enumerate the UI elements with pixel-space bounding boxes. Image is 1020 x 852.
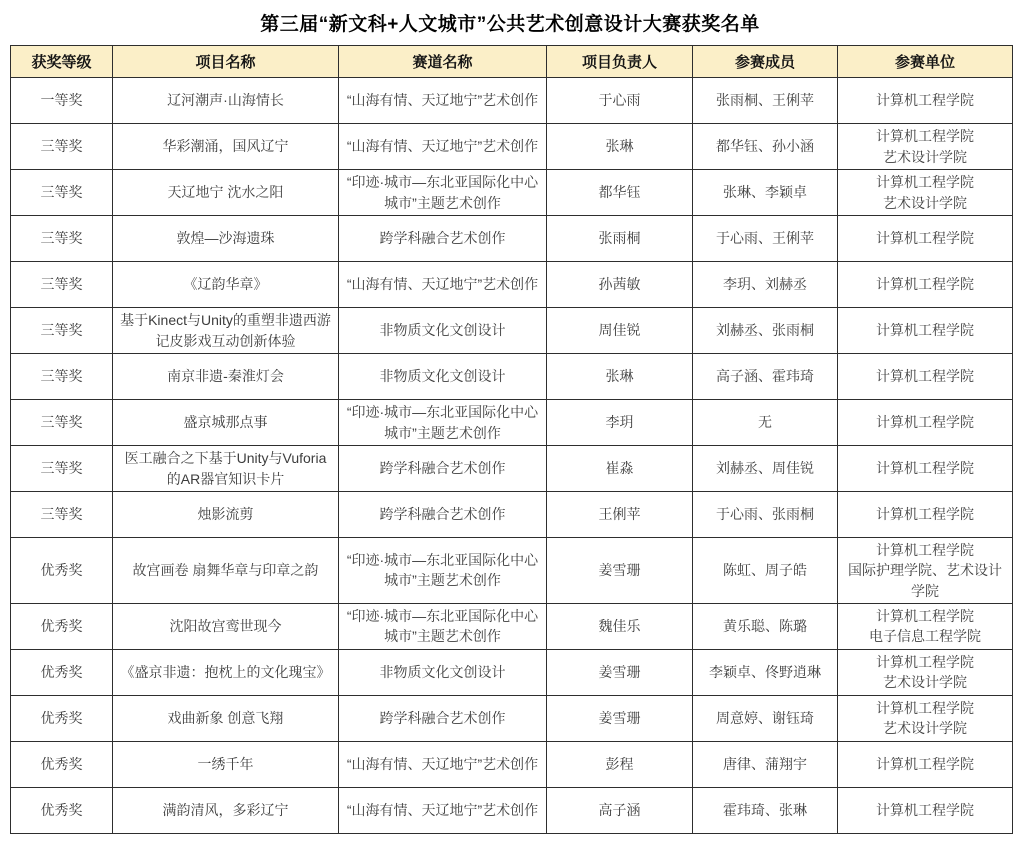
table-row xyxy=(11,78,1013,124)
cell-award: 三等奖 xyxy=(11,262,113,308)
column-header: 项目名称 xyxy=(113,46,339,78)
cell-unit: 计算机工程学院 xyxy=(838,216,1013,262)
cell-project: 基于Kinect与Unity的重塑非遗西游记皮影戏互动创新体验 xyxy=(113,308,339,354)
cell-members: 于心雨、张雨桐 xyxy=(693,492,838,538)
cell-leader: 孙茜敏 xyxy=(547,262,693,308)
cell-project: 满韵清风，多彩辽宁 xyxy=(113,787,339,833)
cell-track: 跨学科融合艺术创作 xyxy=(339,446,547,492)
cell-members: 高子涵、霍玮琦 xyxy=(693,354,838,400)
cell-award: 三等奖 xyxy=(11,354,113,400)
cell-unit: 计算机工程学院 xyxy=(838,787,1013,833)
cell-unit: 计算机工程学院 艺术设计学院 xyxy=(838,695,1013,741)
cell-leader: 都华钰 xyxy=(547,170,693,216)
table-row xyxy=(11,354,1013,400)
cell-track: 跨学科融合艺术创作 xyxy=(339,492,547,538)
cell-leader: 高子涵 xyxy=(547,787,693,833)
cell-unit: 计算机工程学院 国际护理学院、艺术设计学院 xyxy=(838,538,1013,604)
cell-award: 优秀奖 xyxy=(11,649,113,695)
cell-unit: 计算机工程学院 xyxy=(838,492,1013,538)
cell-leader: 李玥 xyxy=(547,400,693,446)
table-row xyxy=(11,695,1013,741)
cell-members: 刘赫丞、张雨桐 xyxy=(693,308,838,354)
cell-project: 《盛京非遗：抱枕上的文化瑰宝》 xyxy=(113,649,339,695)
table-row xyxy=(11,446,1013,492)
cell-project: 华彩潮涌，国风辽宁 xyxy=(113,124,339,170)
table-row xyxy=(11,262,1013,308)
cell-project: 烛影流剪 xyxy=(113,492,339,538)
cell-award: 三等奖 xyxy=(11,216,113,262)
cell-track: 非物质文化文创设计 xyxy=(339,308,547,354)
cell-project: 《辽韵华章》 xyxy=(113,262,339,308)
cell-leader: 于心雨 xyxy=(547,78,693,124)
cell-track: 非物质文化文创设计 xyxy=(339,649,547,695)
cell-project: 盛京城那点事 xyxy=(113,400,339,446)
cell-leader: 姜雪珊 xyxy=(547,538,693,604)
cell-unit: 计算机工程学院 艺术设计学院 xyxy=(838,170,1013,216)
cell-project: 敦煌—沙海遗珠 xyxy=(113,216,339,262)
table-row xyxy=(11,170,1013,216)
cell-award: 三等奖 xyxy=(11,400,113,446)
page-title: 第三届“新文科+人文城市”公共艺术创意设计大赛获奖名单 xyxy=(260,14,760,35)
cell-members: 李玥、刘赫丞 xyxy=(693,262,838,308)
cell-award: 三等奖 xyxy=(11,446,113,492)
cell-members: 刘赫丞、周佳锐 xyxy=(693,446,838,492)
cell-members: 周意婷、谢钰琦 xyxy=(693,695,838,741)
cell-track: “山海有情、天辽地宁”艺术创作 xyxy=(339,741,547,787)
cell-leader: 姜雪珊 xyxy=(547,649,693,695)
cell-unit: 计算机工程学院 xyxy=(838,262,1013,308)
cell-unit: 计算机工程学院 xyxy=(838,354,1013,400)
cell-leader: 彭程 xyxy=(547,741,693,787)
cell-project: 故宫画卷 扇舞华章与印章之韵 xyxy=(113,538,339,604)
column-header: 项目负责人 xyxy=(547,46,693,78)
table-row xyxy=(11,787,1013,833)
table-row xyxy=(11,124,1013,170)
cell-leader: 张琳 xyxy=(547,124,693,170)
cell-award: 优秀奖 xyxy=(11,538,113,604)
column-header: 赛道名称 xyxy=(339,46,547,78)
cell-members: 陈虹、周子皓 xyxy=(693,538,838,604)
cell-members: 都华钰、孙小涵 xyxy=(693,124,838,170)
cell-award: 优秀奖 xyxy=(11,695,113,741)
cell-track: “印迹·城市—东北亚国际化中心城市”主题艺术创作 xyxy=(339,170,547,216)
cell-project: 天辽地宁 沈水之阳 xyxy=(113,170,339,216)
cell-track: “印迹·城市—东北亚国际化中心城市”主题艺术创作 xyxy=(339,603,547,649)
cell-members: 于心雨、王俐苹 xyxy=(693,216,838,262)
awards-table-header xyxy=(11,46,1013,78)
table-row xyxy=(11,308,1013,354)
cell-award: 一等奖 xyxy=(11,78,113,124)
cell-award: 三等奖 xyxy=(11,170,113,216)
cell-leader: 王俐苹 xyxy=(547,492,693,538)
cell-leader: 魏佳乐 xyxy=(547,603,693,649)
cell-award: 三等奖 xyxy=(11,124,113,170)
cell-leader: 张琳 xyxy=(547,354,693,400)
cell-project: 沈阳故宫鸾世现今 xyxy=(113,603,339,649)
cell-members: 唐律、蒲翔宇 xyxy=(693,741,838,787)
cell-award: 优秀奖 xyxy=(11,603,113,649)
table-row xyxy=(11,538,1013,604)
table-row xyxy=(11,492,1013,538)
table-row xyxy=(11,741,1013,787)
cell-unit: 计算机工程学院 艺术设计学院 xyxy=(838,649,1013,695)
cell-track: 跨学科融合艺术创作 xyxy=(339,695,547,741)
cell-members: 张雨桐、王俐苹 xyxy=(693,78,838,124)
cell-members: 张琳、李颖卓 xyxy=(693,170,838,216)
cell-track: “山海有情、天辽地宁”艺术创作 xyxy=(339,787,547,833)
cell-track: 跨学科融合艺术创作 xyxy=(339,216,547,262)
cell-track: “印迹·城市—东北亚国际化中心城市”主题艺术创作 xyxy=(339,538,547,604)
cell-leader: 张雨桐 xyxy=(547,216,693,262)
cell-unit: 计算机工程学院 xyxy=(838,308,1013,354)
cell-track: “山海有情、天辽地宁”艺术创作 xyxy=(339,78,547,124)
table-row xyxy=(11,603,1013,649)
column-header: 参赛成员 xyxy=(693,46,838,78)
cell-project: 戏曲新象 创意飞翔 xyxy=(113,695,339,741)
cell-award: 三等奖 xyxy=(11,308,113,354)
cell-track: 非物质文化文创设计 xyxy=(339,354,547,400)
cell-unit: 计算机工程学院 艺术设计学院 xyxy=(838,124,1013,170)
table-row xyxy=(11,649,1013,695)
cell-track: “山海有情、天辽地宁”艺术创作 xyxy=(339,262,547,308)
cell-leader: 姜雪珊 xyxy=(547,695,693,741)
cell-members: 无 xyxy=(693,400,838,446)
table-row xyxy=(11,216,1013,262)
cell-award: 三等奖 xyxy=(11,492,113,538)
cell-members: 霍玮琦、张琳 xyxy=(693,787,838,833)
cell-unit: 计算机工程学院 电子信息工程学院 xyxy=(838,603,1013,649)
cell-unit: 计算机工程学院 xyxy=(838,446,1013,492)
cell-award: 优秀奖 xyxy=(11,741,113,787)
header-row xyxy=(11,46,1013,78)
cell-unit: 计算机工程学院 xyxy=(838,400,1013,446)
cell-members: 李颖卓、佟野逍琳 xyxy=(693,649,838,695)
cell-track: “印迹·城市—东北亚国际化中心城市”主题艺术创作 xyxy=(339,400,547,446)
cell-track: “山海有情、天辽地宁”艺术创作 xyxy=(339,124,547,170)
column-header: 参赛单位 xyxy=(838,46,1013,78)
awards-table xyxy=(10,45,1013,834)
cell-project: 医工融合之下基于Unity与Vuforia的AR器官知识卡片 xyxy=(113,446,339,492)
awards-table-body xyxy=(11,78,1013,834)
table-row xyxy=(11,400,1013,446)
cell-unit: 计算机工程学院 xyxy=(838,741,1013,787)
cell-leader: 周佳锐 xyxy=(547,308,693,354)
cell-project: 南京非遗-秦淮灯会 xyxy=(113,354,339,400)
column-header: 获奖等级 xyxy=(11,46,113,78)
cell-award: 优秀奖 xyxy=(11,787,113,833)
cell-project: 一绣千年 xyxy=(113,741,339,787)
cell-unit: 计算机工程学院 xyxy=(838,78,1013,124)
cell-leader: 崔淼 xyxy=(547,446,693,492)
cell-project: 辽河潮声·山海情长 xyxy=(113,78,339,124)
cell-members: 黄乐聪、陈璐 xyxy=(693,603,838,649)
